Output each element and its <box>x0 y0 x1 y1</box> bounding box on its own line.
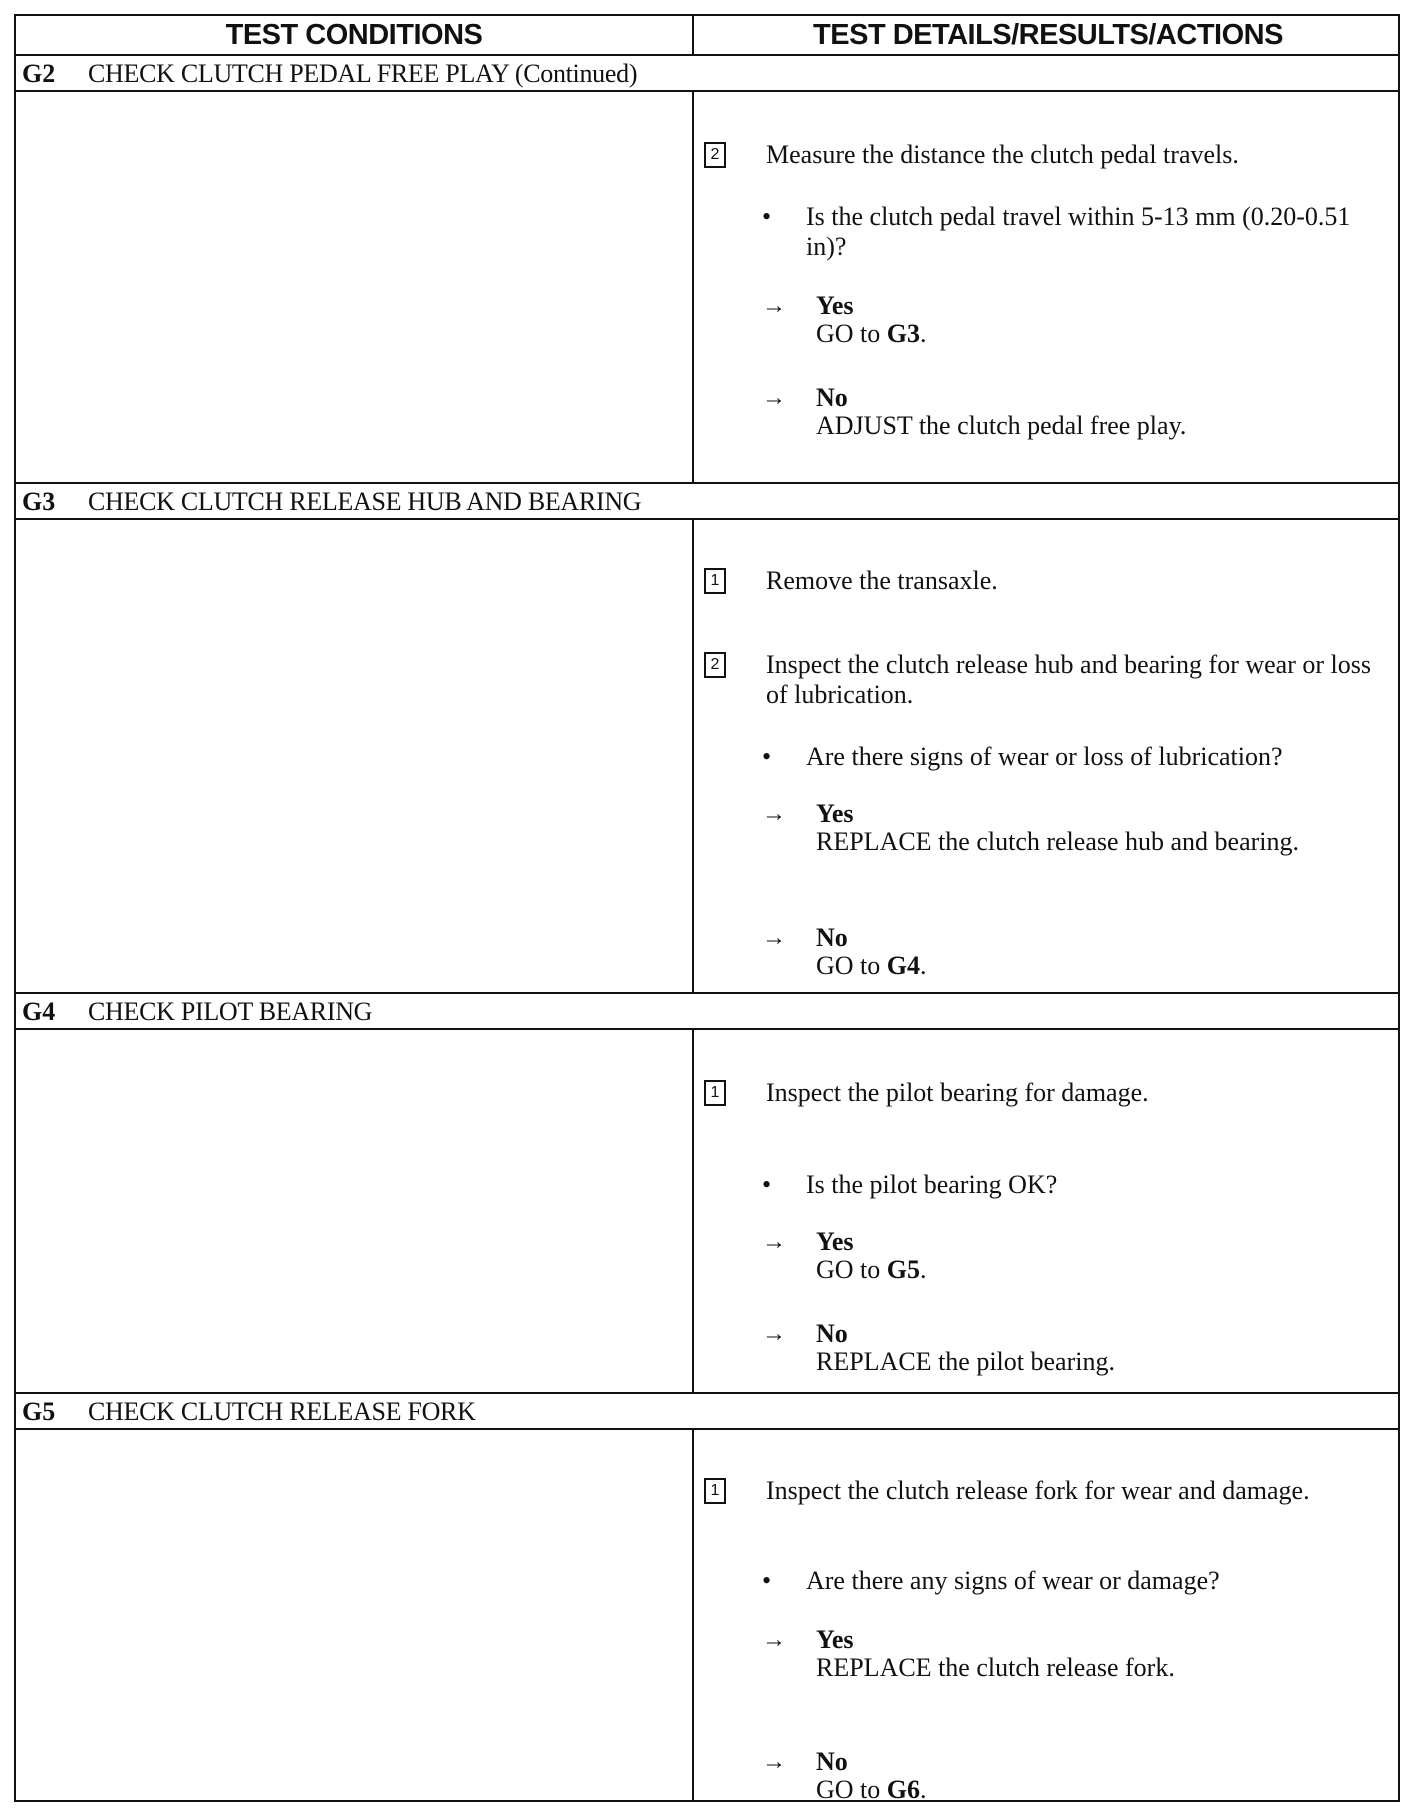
answer-action: GO to G5. <box>816 1255 927 1284</box>
section-body-g3 <box>694 520 1400 992</box>
question-text: Is the pilot bearing OK? <box>806 1170 1058 1199</box>
step-number-box: 2 <box>704 142 726 168</box>
bullet-icon: • <box>762 742 772 771</box>
section-reference: G5 <box>886 1255 921 1284</box>
section-header-g3 <box>16 482 1398 520</box>
question-text: Is the clutch pedal travel within 5-13 mm (0.20-0.51 in)? <box>806 202 1351 261</box>
answer-label: Yes <box>816 1625 854 1654</box>
arrow-right-icon: → <box>762 801 786 827</box>
section-reference: G3 <box>886 319 921 348</box>
section-id: G5 <box>22 1397 56 1426</box>
answer-label: Yes <box>816 1227 854 1256</box>
step-number-box: 1 <box>704 1478 726 1504</box>
diagnostic-table <box>14 14 1400 1802</box>
section-body-g5 <box>694 1430 1400 1802</box>
section-id: G4 <box>22 997 56 1026</box>
step-text: Inspect the pilot bearing for damage. <box>766 1078 1149 1107</box>
step-number-box: 1 <box>704 1080 726 1106</box>
question-text: Are there any signs of wear or damage? <box>806 1566 1220 1595</box>
section-header-g2 <box>16 54 1398 92</box>
step-text: Inspect the clutch release fork for wear and damage. <box>766 1476 1310 1505</box>
step-text: Remove the transaxle. <box>766 566 998 595</box>
section-header-g4 <box>16 992 1398 1030</box>
header-test-conditions: TEST CONDITIONS <box>225 19 483 51</box>
step-number-box: 1 <box>704 568 726 594</box>
answer-label: Yes <box>816 291 854 320</box>
arrow-right-icon: → <box>762 925 786 951</box>
arrow-right-icon: → <box>762 1229 786 1255</box>
section-id: G2 <box>22 59 56 88</box>
section-id: G3 <box>22 487 56 516</box>
column-divider <box>692 16 694 56</box>
section-header-g5 <box>16 1392 1398 1430</box>
column-headers <box>16 16 1398 56</box>
answer-label: No <box>816 383 848 412</box>
section-title: CHECK PILOT BEARING <box>88 997 373 1026</box>
section-reference: G4 <box>886 951 921 980</box>
answer-action: REPLACE the clutch release fork. <box>816 1653 1175 1682</box>
section-reference: G6 <box>886 1775 921 1804</box>
step-text: Measure the distance the clutch pedal travels. <box>766 140 1239 169</box>
bullet-icon: • <box>762 202 772 231</box>
section-body-g2 <box>694 92 1400 482</box>
arrow-right-icon: → <box>762 1627 786 1653</box>
step-text: Inspect the clutch release hub and bearing for wear or loss of lubrication. <box>766 650 1371 709</box>
section-title: CHECK CLUTCH RELEASE FORK <box>88 1397 476 1426</box>
answer-label: Yes <box>816 799 854 828</box>
bullet-icon: • <box>762 1566 772 1595</box>
answer-label: No <box>816 923 848 952</box>
bullet-icon: • <box>762 1170 772 1199</box>
header-test-details: TEST DETAILS/RESULTS/ACTIONS <box>813 19 1283 51</box>
section-title: CHECK CLUTCH PEDAL FREE PLAY (Continued) <box>88 59 638 88</box>
answer-label: No <box>816 1747 848 1776</box>
answer-action: GO to G6. <box>816 1775 927 1804</box>
arrow-right-icon: → <box>762 385 786 411</box>
answer-action: REPLACE the clutch release hub and bearing. <box>816 827 1300 856</box>
arrow-right-icon: → <box>762 1321 786 1347</box>
answer-action: REPLACE the pilot bearing. <box>816 1347 1115 1376</box>
answer-action: GO to G4. <box>816 951 927 980</box>
answer-action: ADJUST the clutch pedal free play. <box>816 411 1187 440</box>
arrow-right-icon: → <box>762 293 786 319</box>
section-title: CHECK CLUTCH RELEASE HUB AND BEARING <box>88 487 642 516</box>
answer-label: No <box>816 1319 848 1348</box>
step-number-box: 2 <box>704 652 726 678</box>
answer-action: GO to G3. <box>816 319 927 348</box>
section-body-g4 <box>694 1030 1400 1392</box>
arrow-right-icon: → <box>762 1749 786 1775</box>
question-text: Are there signs of wear or loss of lubrication? <box>806 742 1283 771</box>
